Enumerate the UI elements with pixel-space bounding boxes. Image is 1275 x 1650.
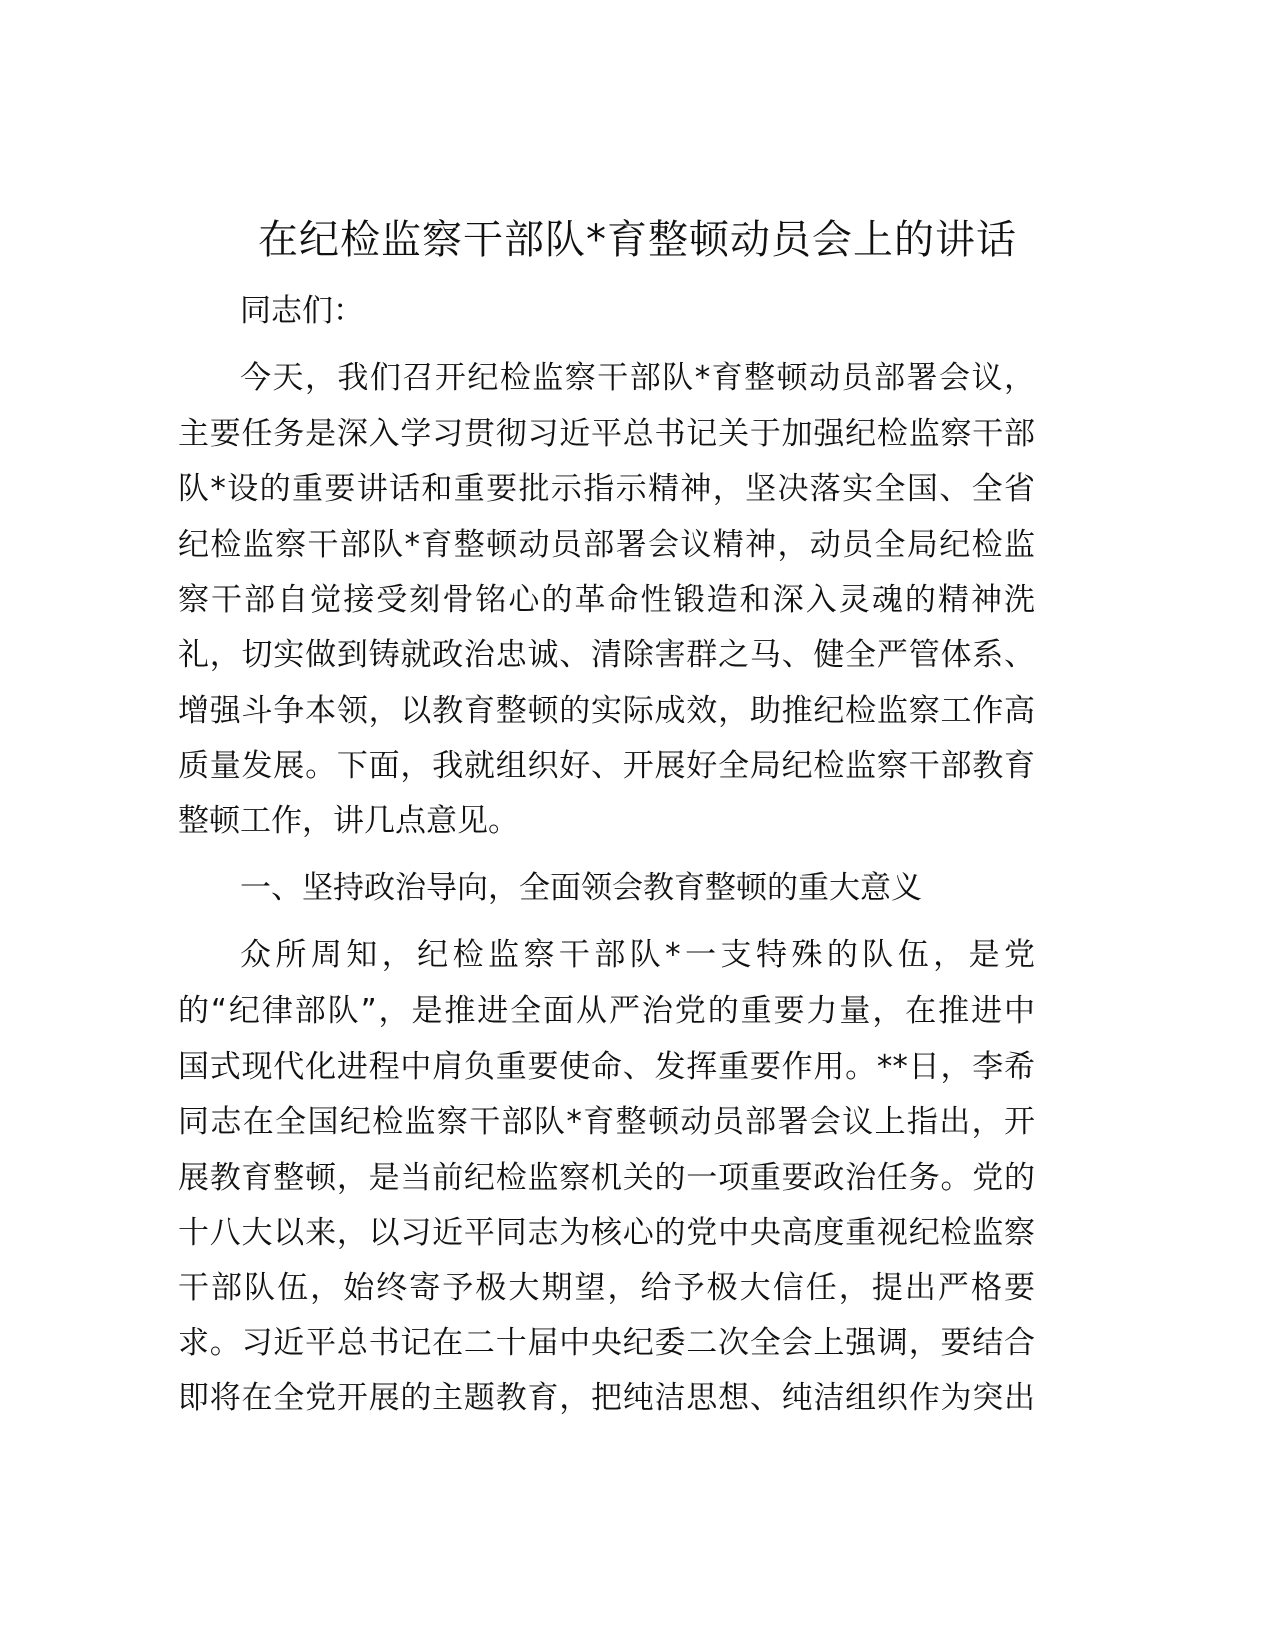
text-line: 纪检监察干部队*育整顿动员部署会议精神，动员全局纪检监 [178, 527, 1035, 563]
text-line: 礼，切实做到铸就政治忠诚、清除害群之马、健全严管体系、 [178, 637, 1035, 673]
text-line: 的“纪律部队”，是推进全面从严治党的重要力量，在推进中 [178, 993, 1035, 1029]
text-line: 质量发展。下面，我就组织好、开展好全局纪检监察干部教育 [178, 748, 1035, 784]
text-line: 干部队伍，始终寄予极大期望，给予极大信任，提出严格要 [178, 1270, 1035, 1306]
text-line: 同志在全国纪检监察干部队*育整顿动员部署会议上指出，开 [178, 1104, 1035, 1140]
text-line: 队*设的重要讲话和重要批示指示精神，坚决落实全国、全省 [178, 471, 1035, 507]
text-line: 察干部自觉接受刻骨铭心的革命性锻造和深入灵魂的精神洗 [178, 582, 1035, 618]
text-line: 求。习近平总书记在二十届中央纪委二次全会上强调，要结合 [178, 1325, 1035, 1361]
text-line: 增强斗争本领，以教育整顿的实际成效，助推纪检监察工作高 [178, 693, 1035, 729]
text-line: 即将在全党开展的主题教育，把纯洁思想、纯洁组织作为突出 [178, 1380, 1035, 1416]
text-line: 展教育整顿，是当前纪检监察机关的一项重要政治任务。党的 [178, 1160, 1035, 1196]
document-title: 在纪检监察干部队*育整顿动员会上的讲话 [258, 217, 1017, 263]
text-line: 整顿工作，讲几点意见。 [178, 803, 519, 839]
text-line: 今天，我们召开纪检监察干部队*育整顿动员部署会议， [240, 360, 1035, 396]
text-line: 主要任务是深入学习贯彻习近平总书记关于加强纪检监察干部 [178, 416, 1035, 452]
section-heading: 一、坚持政治导向，全面领会教育整顿的重大意义 [240, 870, 922, 906]
text-line: 国式现代化进程中肩负重要使命、发挥重要作用。**日，李希 [178, 1049, 1035, 1085]
text-line: 众所周知，纪检监察干部队*一支特殊的队伍，是党 [240, 937, 1035, 973]
text-line: 十八大以来，以习近平同志为核心的党中央高度重视纪检监察 [178, 1215, 1035, 1251]
salutation: 同志们： [240, 293, 364, 329]
